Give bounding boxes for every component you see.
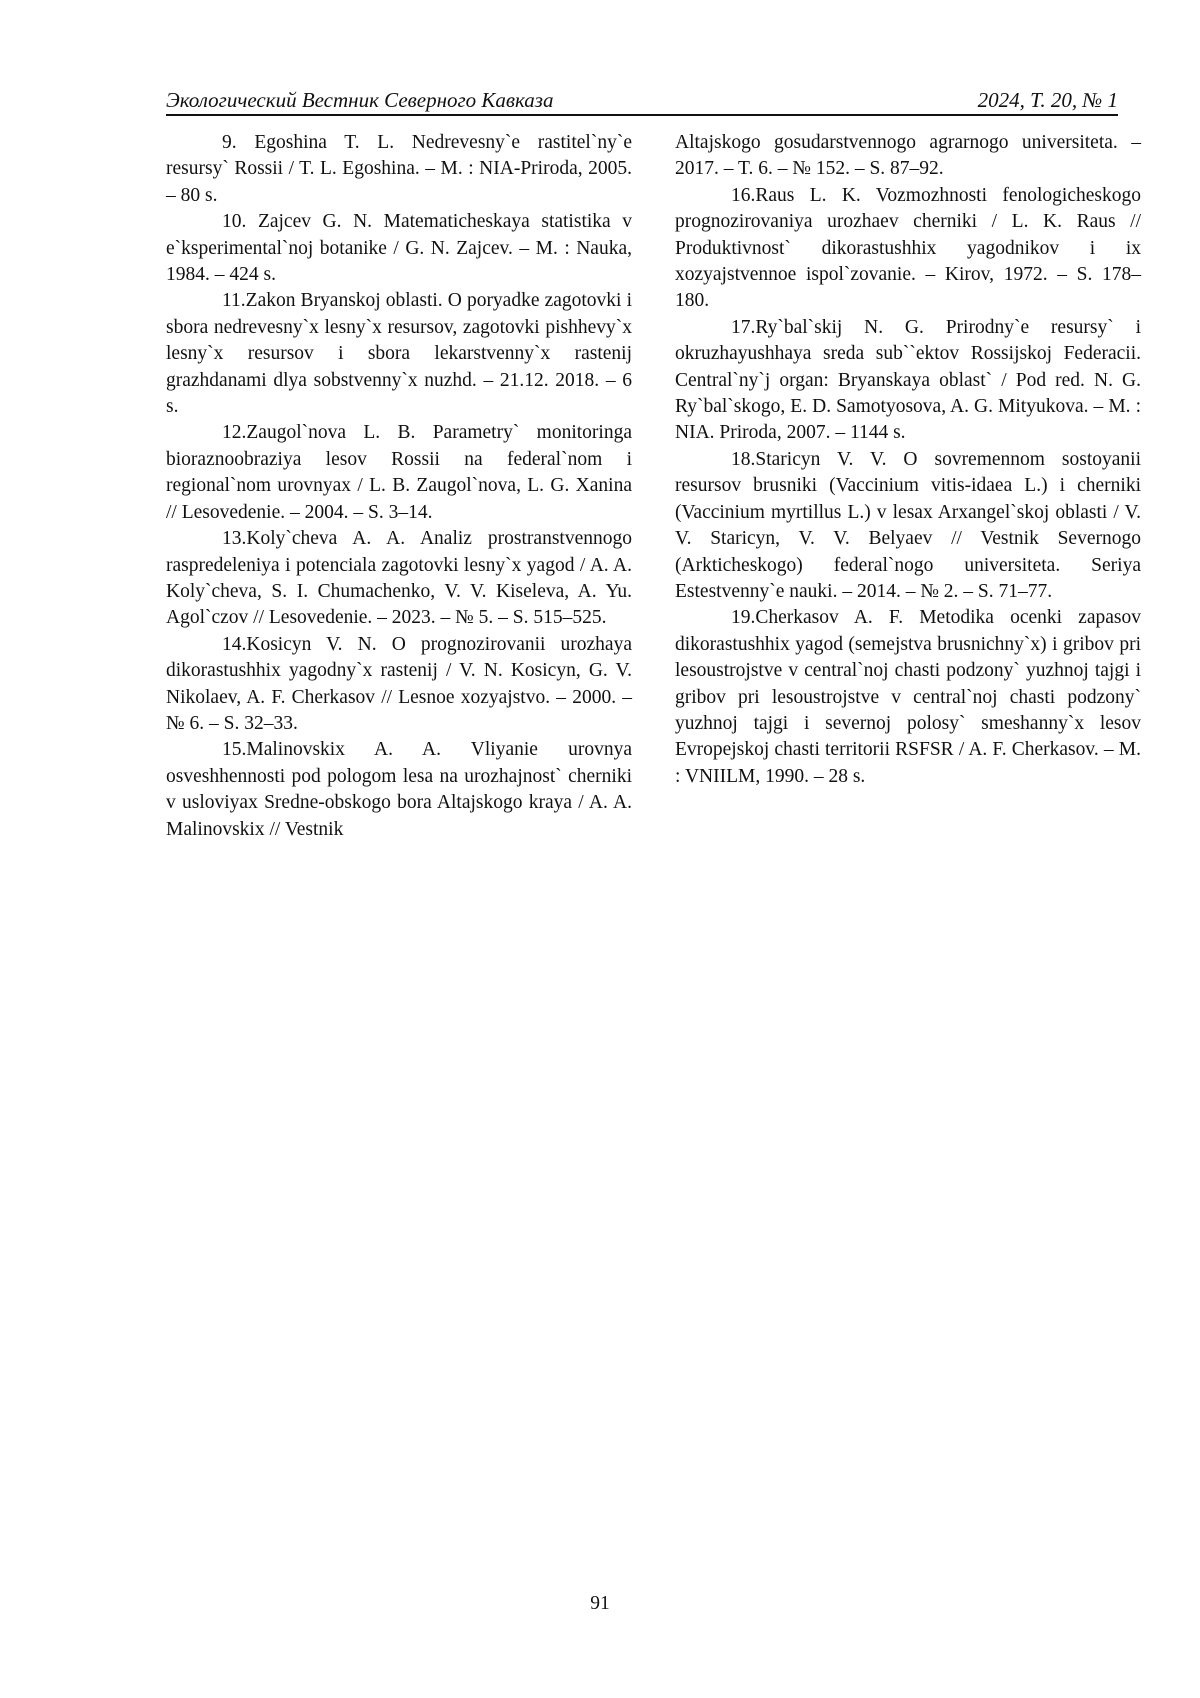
- reference-number: 14.: [222, 634, 246, 655]
- reference-number: 12.: [222, 422, 246, 443]
- reference-item: [675, 315, 1141, 447]
- reference-text: Malinovskix A. A. Vliyanie urovnya osveshhennosti pod pologom lesa na urozhajnost` cherniki v usloviyax Sredne-obskogo bora Altajskogo kraya / A. A. Malinovskix // Vestnik: [166, 739, 632, 839]
- reference-number: 10.: [222, 211, 246, 232]
- right-column: [675, 130, 1141, 790]
- reference-text: Raus L. K. Vozmozhnosti fenologicheskogo prognozirovaniya urozhaev cherniki / L. K. Raus // Produktivnost` dikorastushhix yagodnikov i ix xozyajstvennoe ispol`zovanie. – Kirov, 1972. – S. 178–180.: [675, 185, 1141, 312]
- left-column: [166, 130, 632, 843]
- reference-item: [166, 209, 632, 288]
- reference-item: [166, 130, 632, 209]
- journal-page: [0, 0, 1200, 1698]
- reference-item: [675, 447, 1141, 605]
- reference-item: [675, 183, 1141, 315]
- journal-title: Экологический Вестник Северного Кавказа: [166, 88, 554, 112]
- reference-number: 11.: [222, 290, 246, 311]
- reference-text: Zaugol`nova L. B. Parametry` monitoringa bioraznoobraziya lesov Rossii na federal`nom i regional`nom urovnyax / L. B. Zaugol`nova, L. G. Xanina // Lesovedenie. – 2004. – S. 3–14.: [166, 422, 632, 522]
- reference-text: Zakon Bryanskoj oblasti. O poryadke zagotovki i sbora nedrevesny`x lesny`x resursov, zagotovki pishhevy`x lesny`x resursov i sbora lekarstvenny`x rastenij grazhdanami dlya sobstvenny`x nuzhd. – 21.12. 2018. – 6 s.: [166, 290, 632, 417]
- reference-number: 9.: [222, 132, 237, 153]
- reference-item: [166, 737, 632, 843]
- reference-continuation: Altajskogo gosudarstvennogo agrarnogo universiteta. – 2017. – T. 6. – № 152. – S. 87–92.: [675, 130, 1141, 183]
- reference-number: 16.: [731, 185, 755, 206]
- reference-number: 13.: [222, 528, 246, 549]
- page-number: 91: [0, 1592, 1200, 1616]
- running-header: [166, 84, 1118, 116]
- reference-item: [166, 526, 632, 632]
- reference-number: 18.: [731, 449, 755, 470]
- reference-number: 17.: [731, 317, 755, 338]
- reference-text: Egoshina T. L. Nedrevesny`e rastitel`ny`e resursy` Rossii / T. L. Egoshina. – M. : NIA-Priroda, 2005. – 80 s.: [166, 132, 632, 206]
- reference-text: Staricyn V. V. O sovremennom sostoyanii resursov brusniki (Vaccinium vitis-idaea L.) i cherniki (Vaccinium myrtillus L.) v lesax Arxangel`skoj oblasti / V. V. Staricyn, V. V. Belyaev // Vestnik Severnogo (Arkticheskogo) federal`nogo universiteta. Seriya Estestvenny`e nauki. – 2014. – № 2. – S. 71–77.: [675, 449, 1141, 602]
- reference-item: [675, 605, 1141, 790]
- reference-item: [166, 632, 632, 738]
- reference-text: Ry`bal`skij N. G. Prirodny`e resursy` i okruzhayushhaya sreda sub``ektov Rossijskoj Federacii. Central`ny`j organ: Bryanskaya oblast` / Pod red. N. G. Ry`bal`skogo, E. D. Samotyosova, A. G. Mityukova. – M. : NIA. Priroda, 2007. – 1144 s.: [675, 317, 1141, 444]
- reference-number: 19.: [731, 607, 755, 628]
- reference-text: Koly`cheva A. A. Analiz prostranstvennogo raspredeleniya i potenciala zagotovki lesny`x yagod / A. A. Koly`cheva, S. I. Chumachenko, V. V. Kiseleva, A. Yu. Agol`czov // Lesovedenie. – 2023. – № 5. – S. 515–525.: [166, 528, 632, 628]
- reference-number: 15.: [222, 739, 246, 760]
- reference-item: [166, 420, 632, 526]
- reference-text: Kosicyn V. N. O prognozirovanii urozhaya dikorastushhix yagodny`x rastenij / V. N. Kosicyn, G. V. Nikolaev, A. F. Cherkasov // Lesnoe xozyajstvo. – 2000. –№ 6. – S. 32–33.: [166, 634, 632, 734]
- reference-text: Zajcev G. N. Matematicheskaya statistika v e`ksperimental`noj botanike / G. N. Zajcev. – M. : Nauka, 1984. – 424 s.: [166, 211, 632, 285]
- reference-item: [166, 288, 632, 420]
- reference-text: Cherkasov A. F. Metodika ocenki zapasov dikorastushhix yagod (semejstva brusnichny`x) i gribov pri lesoustrojstve v central`noj chasti podzony` yuzhnoj tajgi i gribov pri lesoustrojstve v central`noj chasti podzony` yuzhnoj tajgi i severnoj polosy` smeshanny`x lesov Evropejskoj chasti territorii RSFSR / A. F. Cherkasov. – M. : VNIILM, 1990. – 28 s.: [675, 607, 1141, 786]
- issue-info: 2024, Т. 20, № 1: [978, 88, 1118, 112]
